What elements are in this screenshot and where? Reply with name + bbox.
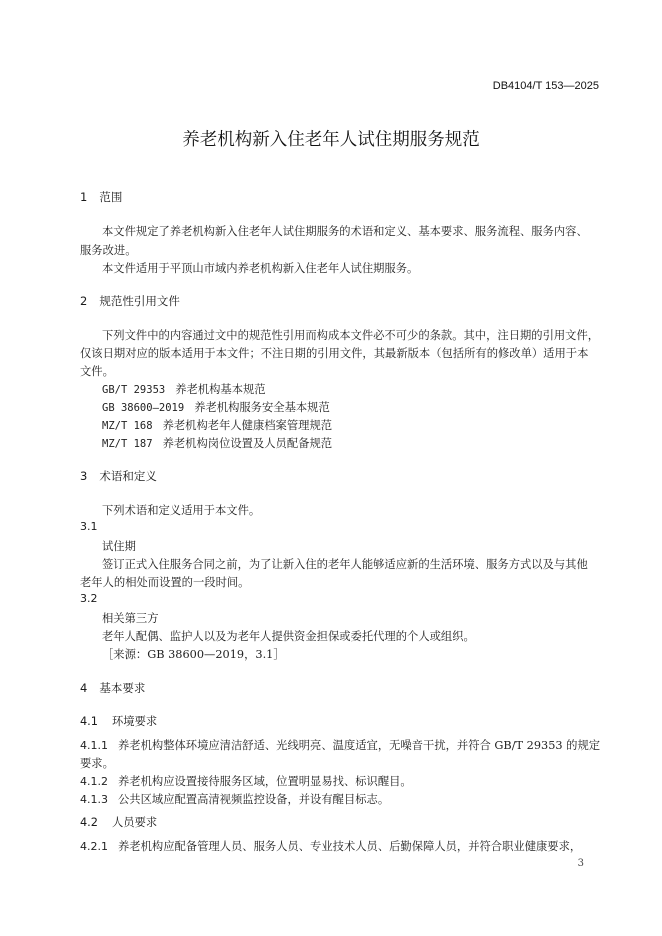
clause-number: 4.2.1 [80, 840, 108, 853]
paragraph-line: 仅该日期对应的版本适用于本文件；不注日期的引用文件，其最新版本（包括所有的修改单）适用于本 [80, 347, 589, 360]
clause-text: 养老机构应配备管理人员、服务人员、专业技术人员、后勤保障人员，并符合职业健康要求， [118, 840, 582, 853]
reference-title: 养老机构基本规范 [175, 383, 266, 396]
reference-title: 养老机构服务安全基本规范 [194, 401, 330, 414]
clause-number: 4.1.2 [80, 775, 108, 788]
subsection-number: 4.2 [80, 816, 98, 829]
reference-item [102, 417, 332, 433]
reference-title: 养老机构岗位设置及人员配备规范 [162, 437, 333, 450]
term-name: 试住期 [102, 540, 136, 553]
subsection-title: 环境要求 [111, 715, 158, 728]
clause-4-1-2 [80, 773, 412, 789]
subsection-number: 4.1 [80, 715, 98, 728]
clause-4-1-1 [80, 737, 600, 753]
term-number: 3.2 [80, 592, 98, 605]
paragraph-line: 本文件适用于平顶山市域内养老机构新入住老年人试住期服务。 [102, 262, 419, 275]
reference-code: MZ/T 168 [102, 420, 153, 432]
term-definition: 老年人配偶、监护人以及为老年人提供资金担保或委托代理的个人或组织。 [102, 630, 475, 643]
clause-text: 养老机构整体环境应清洁舒适、光线明亮、温度适宜，无噪音干扰，并符合 GB/T 29353 的规定 [118, 739, 601, 752]
subsection-4-1-heading [80, 713, 157, 729]
clause-4-1-3 [80, 791, 389, 807]
reference-code: MZ/T 187 [102, 438, 153, 450]
subsection-title: 人员要求 [111, 816, 158, 829]
clause-number: 4.1.3 [80, 793, 108, 806]
clause-text-continued: 要求。 [80, 757, 114, 770]
section-title: 范围 [99, 190, 123, 204]
subsection-4-2-heading [80, 814, 157, 830]
paragraph-line: 服务改进。 [80, 244, 137, 257]
reference-item [102, 435, 332, 451]
term-definition: 老年人的相处而设置的一段时间。 [80, 576, 250, 589]
reference-code: GB/T 29353 [102, 384, 166, 396]
document-code: DB4104/T 153—2025 [492, 80, 599, 92]
paragraph-line: 下列文件中的内容通过文中的规范性引用而构成本文件必不可少的条款。其中，注日期的引用文件， [102, 329, 600, 342]
clause-text: 养老机构应设置接待服务区域，位置明显易找、标识醒目。 [118, 775, 412, 788]
reference-title: 养老机构老年人健康档案管理规范 [162, 419, 333, 432]
section-4-heading [80, 680, 145, 696]
section-1-heading [80, 189, 122, 205]
term-source: ［来源：GB 38600—2019，3.1］ [102, 648, 285, 661]
section-3-heading [80, 468, 157, 484]
reference-item [102, 399, 330, 415]
clause-4-2-1 [80, 838, 581, 854]
section-2-heading [80, 293, 180, 309]
term-name: 相关第三方 [102, 612, 159, 625]
section-number: 1 [80, 190, 88, 204]
clause-text: 公共区域应配置高清视频监控设备，并设有醒目标志。 [118, 793, 390, 806]
paragraph-line: 本文件规定了养老机构新入住老年人试住期服务的术语和定义、基本要求、服务流程、服务内容、 [102, 225, 588, 238]
section-number: 2 [80, 294, 88, 308]
term-number: 3.1 [80, 520, 98, 533]
section-title: 术语和定义 [99, 469, 157, 483]
term-definition: 签订正式入住服务合同之前，为了让新入住的老年人能够适应新的生活环境、服务方式以及与其他 [102, 558, 588, 571]
paragraph-line: 下列术语和定义适用于本文件。 [102, 504, 261, 517]
clause-number: 4.1.1 [80, 739, 108, 752]
section-number: 3 [80, 469, 88, 483]
paragraph-line: 文件。 [80, 365, 114, 378]
page-number: 3 [577, 858, 584, 869]
section-title: 规范性引用文件 [99, 294, 180, 308]
document-title: 养老机构新入住老年人试住期服务规范 [182, 130, 480, 150]
section-number: 4 [80, 681, 88, 695]
reference-code: GB 38600—2019 [102, 402, 185, 414]
section-title: 基本要求 [99, 681, 146, 695]
reference-item [102, 381, 266, 397]
